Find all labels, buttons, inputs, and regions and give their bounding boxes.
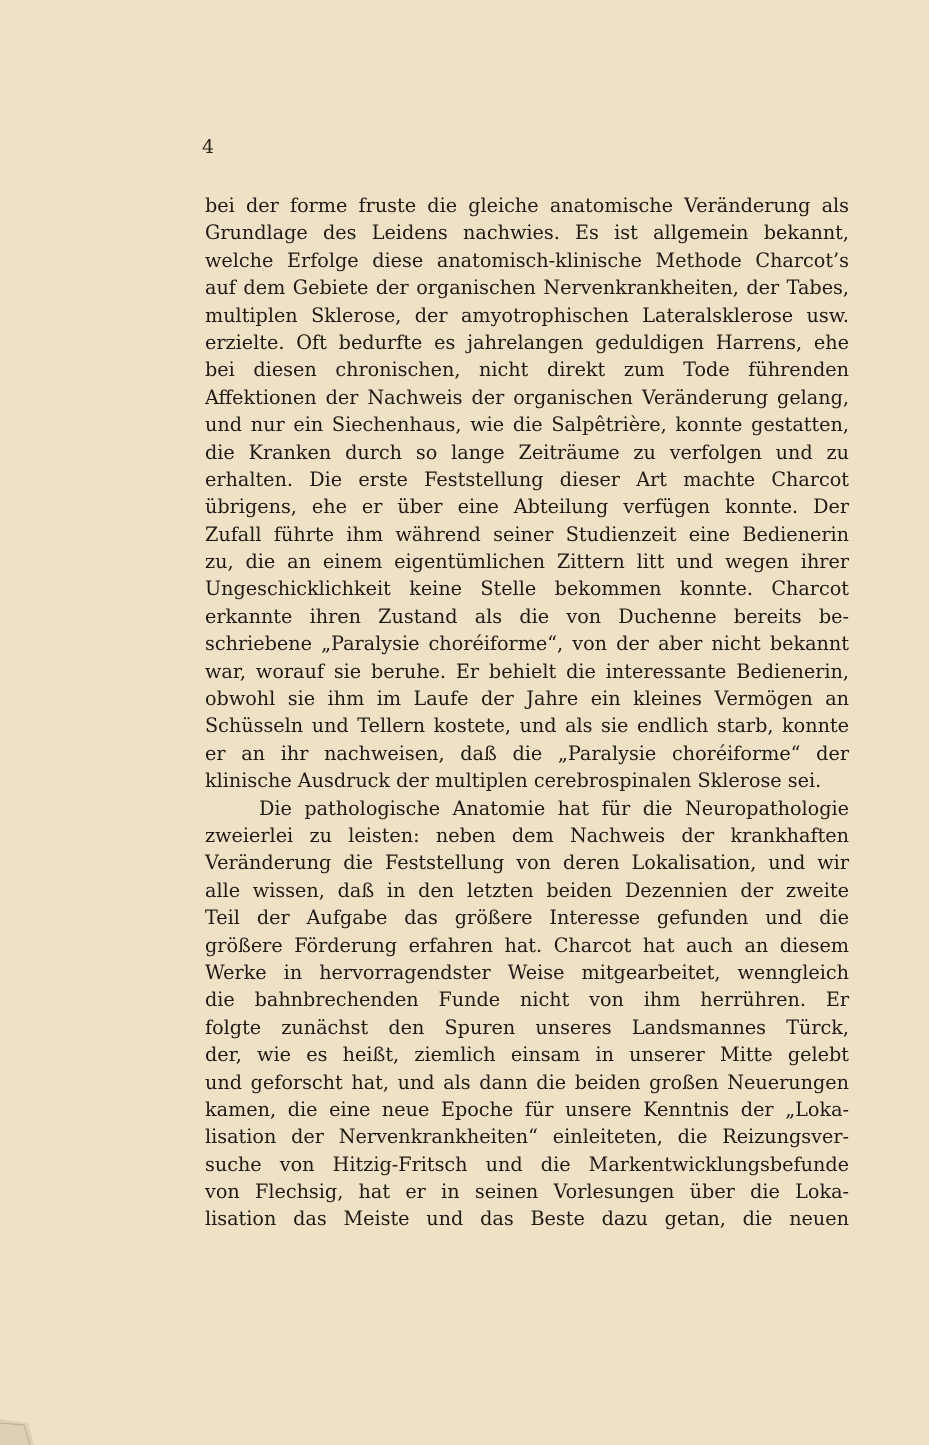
text-line: bei der forme fruste die gleiche anatomische Veränderung als bbox=[205, 194, 849, 217]
text-line: Werke in hervorragendster Weise mitgearbeitet, wenngleich bbox=[205, 960, 849, 984]
text-line: er an ihr nachweisen, daß die „Paralysie choréiforme“ der bbox=[205, 741, 849, 765]
text-line: lisation das Meiste und das Beste dazu getan, die neuen bbox=[205, 1207, 849, 1231]
text-line: alle wissen, daß in den letzten beiden Dezennien der zweite bbox=[205, 878, 849, 902]
text-line: zu, die an einem eigentümlichen Zittern litt und wegen ihrer bbox=[205, 550, 849, 574]
text-line: Grundlage des Leidens nachwies. Es ist allgemein bekannt, bbox=[205, 221, 849, 245]
page-corner-shadow bbox=[0, 1405, 52, 1445]
text-line: war, worauf sie beruhe. Er behielt die interessante Bedienerin, bbox=[205, 659, 849, 683]
text-line: schriebene „Paralysie choréiforme“, von der aber nicht bekannt bbox=[205, 632, 849, 656]
text-line: Schüsseln und Tellern kostete, und als sie endlich starb, konnte bbox=[205, 714, 849, 738]
text-line: übrigens, ehe er über eine Abteilung verfügen konnte. Der bbox=[205, 495, 849, 519]
text-line: kamen, die eine neue Epoche für unsere Kenntnis der „Loka- bbox=[205, 1097, 849, 1121]
text-line: Zufall führte ihm während seiner Studienzeit eine Bedienerin bbox=[205, 522, 849, 546]
page-number: 4 bbox=[202, 136, 215, 158]
text-line: Ungeschicklichkeit keine Stelle bekommen konnte. Charcot bbox=[205, 577, 849, 601]
text-line: die Kranken durch so lange Zeiträume zu verfolgen und zu bbox=[205, 440, 849, 464]
text-line: der, wie es heißt, ziemlich einsam in unserer Mitte gelebt bbox=[205, 1043, 849, 1067]
text-line: lisation der Nervenkrankheiten“ einleiteten, die Reizungsver- bbox=[205, 1125, 849, 1149]
text-line: größere Förderung erfahren hat. Charcot hat auch an diesem bbox=[205, 933, 849, 957]
text-line: Veränderung die Feststellung von deren Lokalisation, und wir bbox=[205, 851, 849, 875]
text-line: multiplen Sklerose, der amyotrophischen Lateralsklerose usw. bbox=[205, 303, 849, 327]
text-line: zweierlei zu leisten: neben dem Nachweis der krankhaften bbox=[205, 823, 849, 847]
text-line: Teil der Aufgabe das größere Interesse gefunden und die bbox=[205, 906, 849, 930]
text-line: von Flechsig, hat er in seinen Vorlesungen über die Loka- bbox=[205, 1180, 849, 1204]
text-line: und geforscht hat, und als dann die beiden großen Neuerungen bbox=[205, 1070, 849, 1094]
body-text bbox=[205, 192, 849, 1233]
text-line: und nur ein Siechenhaus, wie die Salpêtrière, konnte gestatten, bbox=[205, 413, 849, 437]
text-line: suche von Hitzig-Fritsch und die Markentwicklungsbefunde bbox=[205, 1152, 849, 1176]
text-line: klinische Ausdruck der multiplen cerebrospinalen Sklerose sei. bbox=[205, 769, 822, 793]
text-line: erhalten. Die erste Feststellung dieser Art machte Charcot bbox=[205, 467, 849, 491]
text-line: erkannte ihren Zustand als die von Duchenne bereits be- bbox=[205, 604, 849, 628]
text-line: erzielte. Oft bedurfte es jahrelangen geduldigen Harrens, ehe bbox=[205, 330, 849, 354]
text-line: auf dem Gebiete der organischen Nervenkrankheiten, der Tabes, bbox=[205, 276, 849, 300]
text-line: folgte zunächst den Spuren unseres Landsmannes Türck, bbox=[205, 1015, 849, 1039]
text-line: bei diesen chronischen, nicht direkt zum Tode führenden bbox=[205, 358, 849, 382]
text-line: die bahnbrechenden Funde nicht von ihm herrühren. Er bbox=[205, 988, 849, 1012]
text-line: Die pathologische Anatomie hat für die Neuropathologie bbox=[259, 796, 849, 820]
text-line: obwohl sie ihm im Laufe der Jahre ein kleines Vermögen an bbox=[205, 687, 849, 711]
text-line: welche Erfolge diese anatomisch-klinische Methode Charcot’s bbox=[205, 248, 849, 272]
text-line: Affektionen der Nachweis der organischen Veränderung gelang, bbox=[205, 385, 849, 409]
